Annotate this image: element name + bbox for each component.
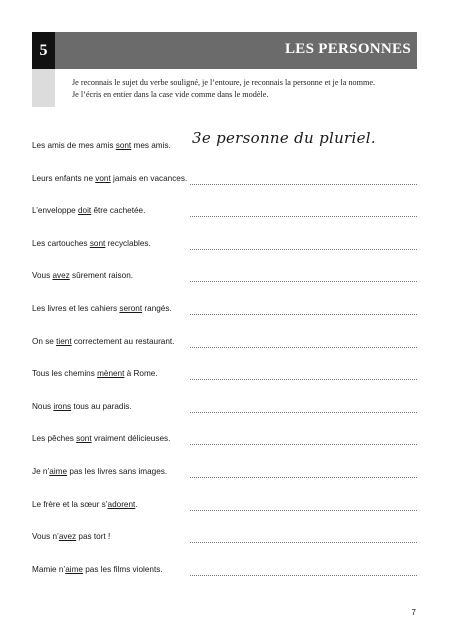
sentence-text: Vous n’ bbox=[32, 532, 59, 542]
underlined-verb: sont bbox=[89, 238, 106, 248]
sentence bbox=[32, 500, 138, 509]
sentence bbox=[32, 434, 170, 443]
underlined-verb: irons bbox=[53, 401, 72, 411]
sentence-text: vraiment délicieuses. bbox=[91, 434, 171, 444]
exercise-row bbox=[32, 171, 417, 187]
answer-line[interactable] bbox=[190, 444, 417, 445]
sentence-text: Les amis de mes amis bbox=[32, 141, 116, 150]
exercise-header bbox=[32, 32, 417, 69]
sentence bbox=[32, 402, 132, 411]
underlined-verb: avez bbox=[52, 271, 70, 281]
underlined-verb: vont bbox=[95, 173, 111, 183]
exercise-row bbox=[32, 203, 417, 219]
underlined-verb: aime bbox=[49, 467, 68, 476]
answer-line[interactable] bbox=[190, 477, 417, 478]
sentence-text: recyclables. bbox=[105, 238, 151, 248]
exercise-row bbox=[32, 529, 417, 545]
sentence-text: Les pêches bbox=[32, 434, 77, 444]
answer-line[interactable] bbox=[190, 412, 417, 413]
exercise-row bbox=[32, 236, 417, 252]
underlined-verb: avez bbox=[58, 532, 77, 542]
answer-line[interactable] bbox=[190, 575, 417, 576]
sentence-text: Tous les chemins bbox=[32, 369, 98, 379]
exercise-title: LES PERSONNES bbox=[284, 41, 411, 57]
sentence-text: Les livres et les cahiers bbox=[32, 304, 120, 313]
title-bar bbox=[55, 32, 417, 69]
exercise-row bbox=[32, 464, 417, 480]
sentence-text: Les cartouches bbox=[32, 238, 90, 248]
sentence-text: Leurs enfants ne bbox=[32, 173, 96, 183]
handwritten-answer: 3e personne du pluriel. bbox=[192, 129, 376, 147]
exercise-row bbox=[32, 268, 417, 284]
answer-line[interactable] bbox=[190, 216, 417, 217]
instructions bbox=[72, 77, 417, 101]
underlined-verb: mènent bbox=[97, 369, 125, 379]
instruction-line: Je reconnais le sujet du verbe souligné, je l’entoure, je reconnais la personne et je la nomme. bbox=[72, 78, 376, 87]
exercise-row bbox=[32, 431, 417, 447]
sentence-text: jamais en vacances. bbox=[110, 173, 188, 183]
sentence-text: pas tort ! bbox=[76, 532, 111, 542]
sentence bbox=[32, 532, 110, 541]
underlined-verb: doit bbox=[77, 206, 92, 216]
sentence bbox=[32, 271, 133, 280]
exercise-row bbox=[32, 366, 417, 382]
sentence-text: être cachetée. bbox=[91, 206, 146, 216]
sentence-text: Nous bbox=[32, 401, 54, 411]
sentence-text: On se bbox=[32, 336, 57, 346]
underlined-verb: seront bbox=[119, 304, 143, 313]
sentence-text: correctement au restaurant. bbox=[71, 336, 175, 346]
sentence-text: rangés. bbox=[142, 304, 172, 313]
exercise-row bbox=[32, 301, 417, 317]
sentence bbox=[32, 565, 163, 574]
page-number: 7 bbox=[411, 608, 416, 617]
sentence bbox=[32, 141, 171, 150]
sentence bbox=[32, 206, 145, 215]
answer-line[interactable] bbox=[190, 379, 417, 380]
underlined-verb: aime bbox=[65, 564, 83, 574]
sentence-text: Mamie n’ bbox=[32, 564, 66, 574]
answer-line[interactable] bbox=[190, 184, 417, 185]
answer-line[interactable] bbox=[190, 314, 417, 315]
sentence bbox=[32, 467, 167, 476]
sentence bbox=[32, 369, 158, 378]
exercise-row bbox=[32, 334, 417, 350]
sentence bbox=[32, 239, 151, 248]
sentence-text: Je n’ bbox=[32, 467, 50, 476]
sentence-text: pas les films violents. bbox=[82, 564, 163, 574]
side-strip bbox=[32, 69, 55, 107]
sentence-text: sûrement raison. bbox=[69, 271, 134, 281]
exercise-row bbox=[32, 399, 417, 415]
sentence bbox=[32, 174, 187, 183]
answer-line[interactable] bbox=[190, 510, 417, 511]
underlined-verb: sont bbox=[115, 141, 132, 150]
exercise-number: 5 bbox=[32, 32, 55, 69]
answer-line[interactable] bbox=[190, 281, 417, 282]
answer-line[interactable] bbox=[190, 249, 417, 250]
answer-line[interactable] bbox=[190, 347, 417, 348]
sentence-text: à Rome. bbox=[124, 369, 158, 379]
instruction-line: Je l’écris en entier dans la case vide comme dans le modèle. bbox=[72, 90, 269, 99]
answer-line[interactable] bbox=[190, 542, 417, 543]
sentence-text: L’enveloppe bbox=[32, 206, 78, 216]
sentence-text: Le frère et la sœur s’ bbox=[32, 499, 108, 509]
underlined-verb: adorent bbox=[107, 499, 136, 509]
sentence bbox=[32, 337, 174, 346]
sentence-text: pas les livres sans images. bbox=[67, 467, 168, 476]
underlined-verb: tient bbox=[56, 336, 72, 346]
sentence-text: mes amis. bbox=[131, 141, 171, 150]
sentence-text: tous au paradis. bbox=[71, 401, 132, 411]
sentence bbox=[32, 304, 172, 313]
underlined-verb: sont bbox=[76, 434, 92, 444]
exercise-row bbox=[32, 562, 417, 578]
sentence-text: . bbox=[135, 499, 138, 509]
exercise-row bbox=[32, 129, 417, 154]
exercise-row bbox=[32, 497, 417, 513]
sentence-text: Vous bbox=[32, 271, 53, 281]
